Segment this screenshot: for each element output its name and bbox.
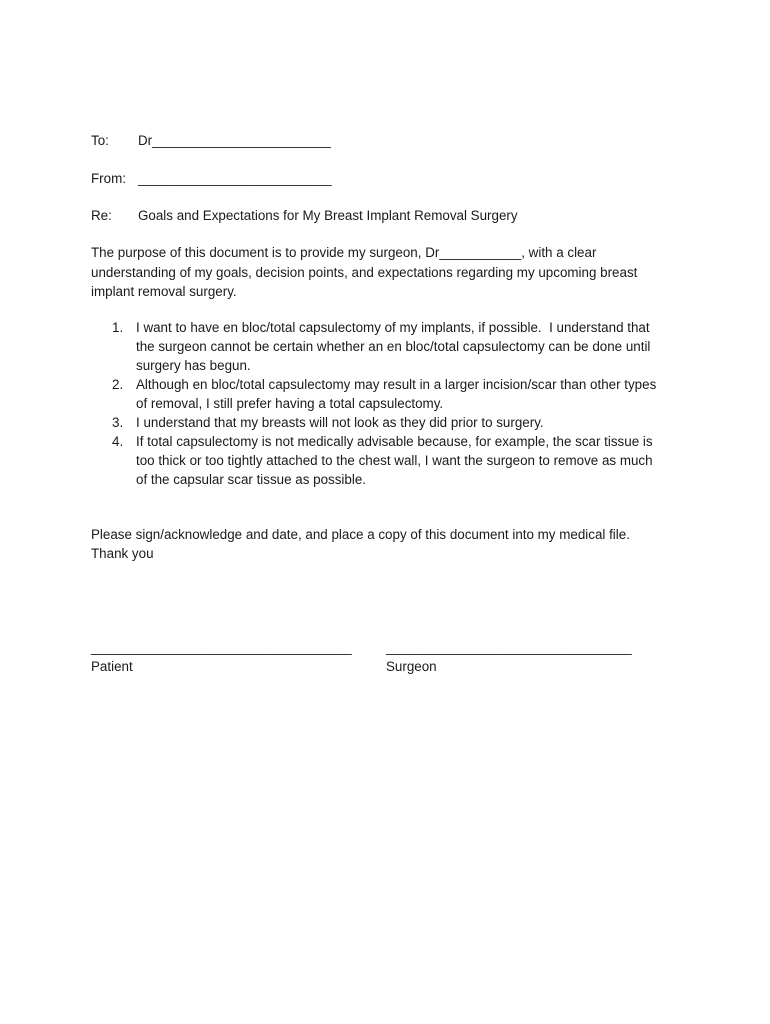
to-label: To:	[91, 133, 109, 148]
patient-label: Patient	[91, 659, 133, 674]
list-item	[91, 432, 691, 489]
list-item-number: 2.	[112, 377, 124, 392]
list-item-line: of the capsular scar tissue as possible.	[136, 472, 366, 487]
list-item-line: I want to have en bloc/total capsulectomy of my implants, if possible. I understand that	[136, 320, 650, 335]
intro-line: The purpose of this document is to provide my surgeon, Dr___________, with a clear	[91, 245, 597, 260]
expectations-list	[91, 318, 691, 489]
closing-thanks: Thank you	[91, 546, 154, 561]
list-item-line: If total capsulectomy is not medically advisable because, for example, the scar tissue is	[136, 434, 653, 449]
surgeon-signature-line: _________________________________	[386, 640, 632, 655]
from-label: From:	[91, 171, 126, 186]
from-value: __________________________	[138, 171, 332, 186]
closing-instruction: Please sign/acknowledge and date, and place a copy of this document into my medical file.	[91, 527, 630, 542]
list-item-line: the surgeon cannot be certain whether an en bloc/total capsulectomy can be done until	[136, 339, 651, 354]
to-value: Dr________________________	[138, 133, 331, 148]
intro-line: understanding of my goals, decision points, and expectations regarding my upcoming breast	[91, 264, 638, 280]
intro-line: implant removal surgery.	[91, 284, 237, 299]
list-item-line: I understand that my breasts will not look as they did prior to surgery.	[136, 415, 544, 430]
surgeon-label: Surgeon	[386, 659, 437, 674]
patient-signature-line: ___________________________________	[91, 640, 352, 655]
list-item-number: 1.	[112, 320, 124, 335]
list-item-line: too thick or too tightly attached to the chest wall, I want the surgeon to remove as much	[136, 453, 653, 468]
intro-paragraph	[91, 243, 691, 302]
list-item-line: Although en bloc/total capsulectomy may result in a larger incision/scar than other types	[136, 377, 657, 392]
list-item	[91, 413, 691, 432]
list-item	[91, 318, 691, 375]
list-item-line: of removal, I still prefer having a total capsulectomy.	[136, 396, 444, 411]
list-item-number: 4.	[112, 434, 124, 449]
re-label: Re:	[91, 208, 112, 223]
list-item	[91, 375, 691, 413]
re-value: Goals and Expectations for My Breast Implant Removal Surgery	[138, 208, 518, 223]
list-item-number: 3.	[112, 415, 124, 430]
list-item-line: surgery has begun.	[136, 358, 251, 373]
